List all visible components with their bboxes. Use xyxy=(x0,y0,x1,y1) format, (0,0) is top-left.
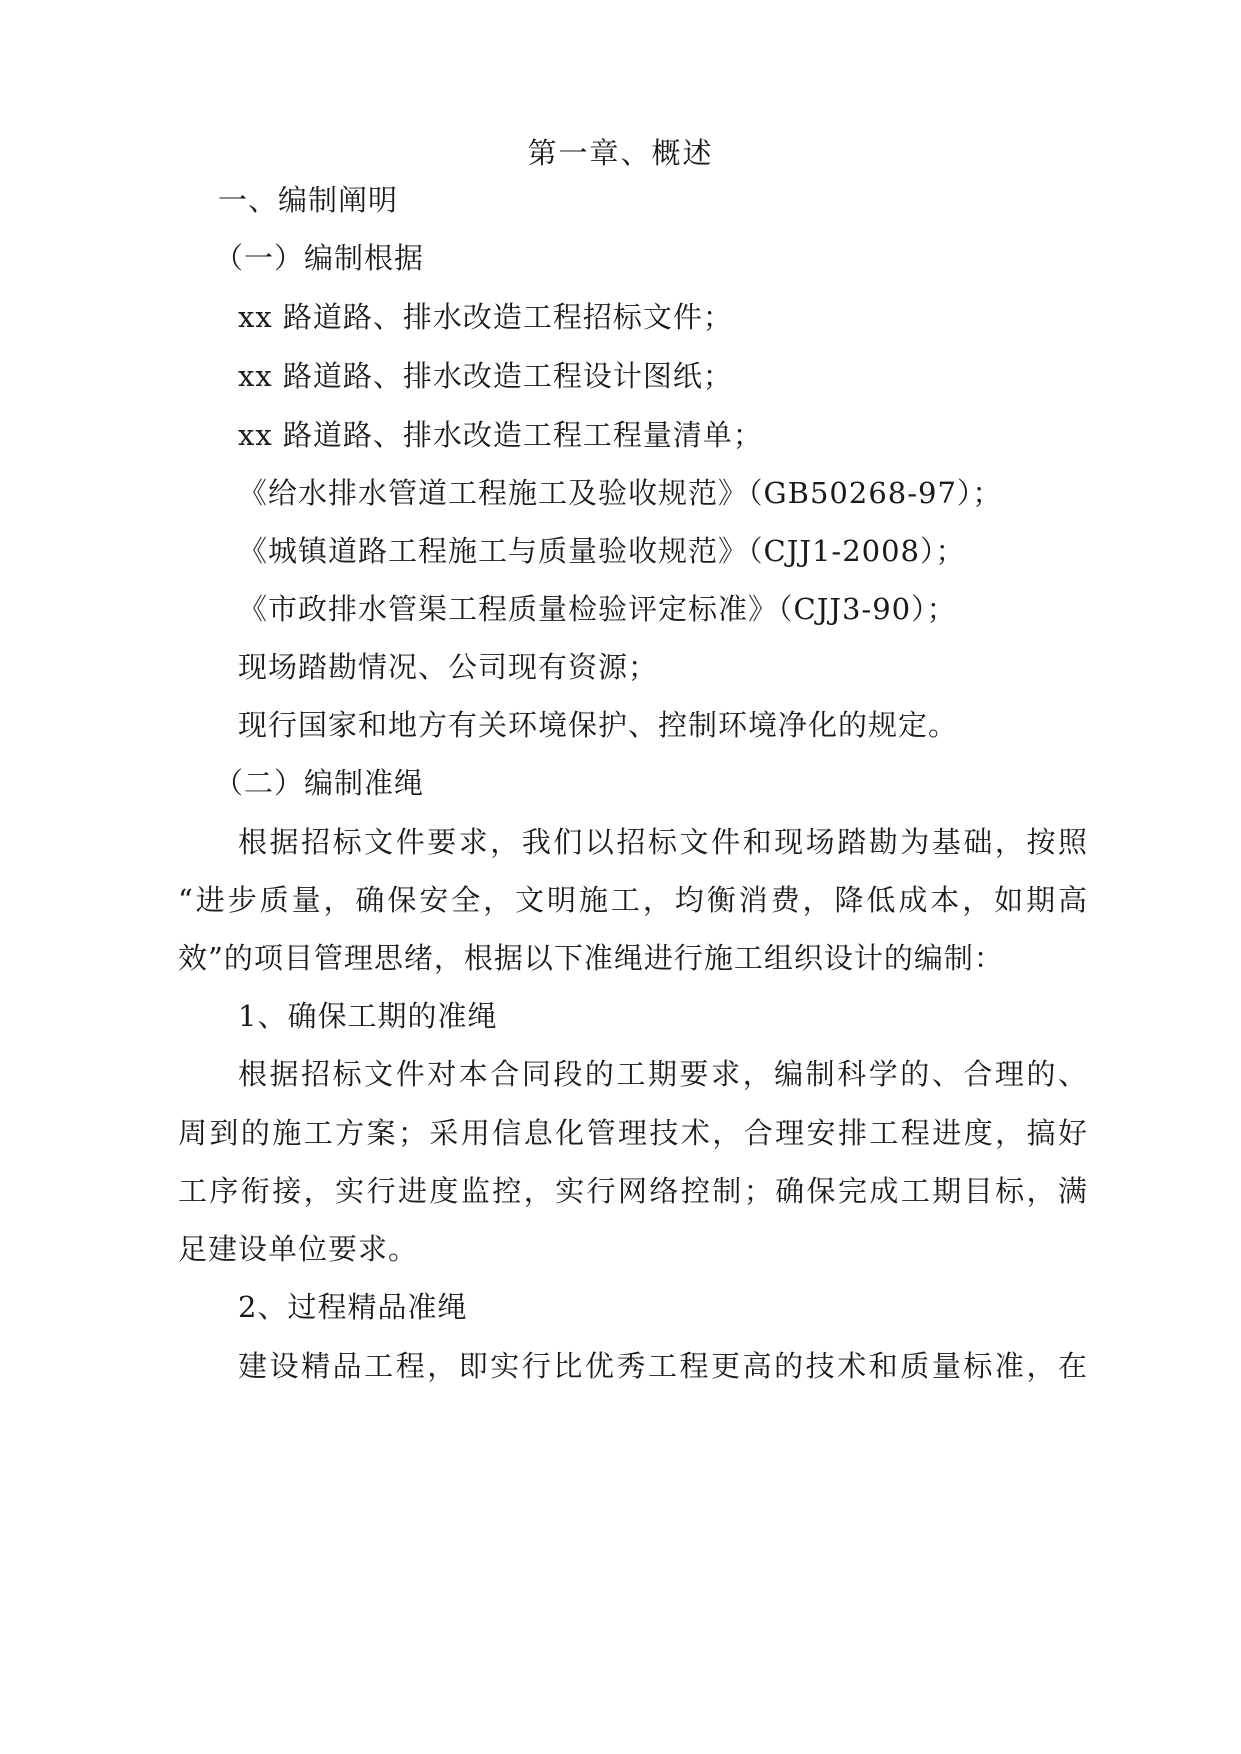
principle-heading-2: 2、过程精品准绳 xyxy=(238,1290,468,1324)
paragraph-line: 周到的施工方案；采用信息化管理技术，合理安排工程进度，搞好 xyxy=(178,1116,1088,1150)
subsection-heading-1: （一）编制根据 xyxy=(214,241,425,275)
basis-item: xx 路道路、排水改造工程工程量清单； xyxy=(238,418,763,452)
paragraph-line: 工序衔接，实行进度监控，实行网络控制；确保完成工期目标，满 xyxy=(178,1174,1088,1208)
basis-item: 现行国家和地方有关环境保护、控制环境净化的规定。 xyxy=(238,708,959,742)
basis-item: xx 路道路、排水改造工程招标文件； xyxy=(238,300,733,334)
principle-heading-1: 1、确保工期的准绳 xyxy=(238,999,498,1033)
paragraph-line: 根据招标文件对本合同段的工期要求，编制科学的、合理的、 xyxy=(238,1057,1088,1091)
paragraph-line: “进步质量，确保安全，文明施工，均衡消费，降低成本，如期高 xyxy=(178,883,1088,917)
basis-item: 现场踏勘情况、公司现有资源； xyxy=(238,650,659,684)
paragraph-line: 足建设单位要求。 xyxy=(178,1232,419,1266)
paragraph-line: 建设精品工程，即实行比优秀工程更高的技术和质量标准，在 xyxy=(238,1349,1088,1383)
basis-item: 《城镇道路工程施工与质量验收规范》（CJJ1-2008）； xyxy=(238,534,966,568)
section-heading-1: 一、编制阐明 xyxy=(218,183,399,217)
subsection-heading-2: （二）编制准绳 xyxy=(214,766,425,800)
paragraph-line: 效”的项目管理思绪，根据以下准绳进行施工组织设计的编制： xyxy=(178,941,1004,975)
chapter-title: 第一章、概述 xyxy=(527,136,714,170)
basis-item: 《给水排水管道工程施工及验收规范》（GB50268-97）； xyxy=(238,476,1003,510)
basis-item: 《市政排水管渠工程质量检验评定标准》（CJJ3-90）； xyxy=(238,592,957,626)
paragraph-line: 根据招标文件要求，我们以招标文件和现场踏勘为基础，按照 xyxy=(238,825,1088,859)
basis-item: xx 路道路、排水改造工程设计图纸； xyxy=(238,359,733,393)
